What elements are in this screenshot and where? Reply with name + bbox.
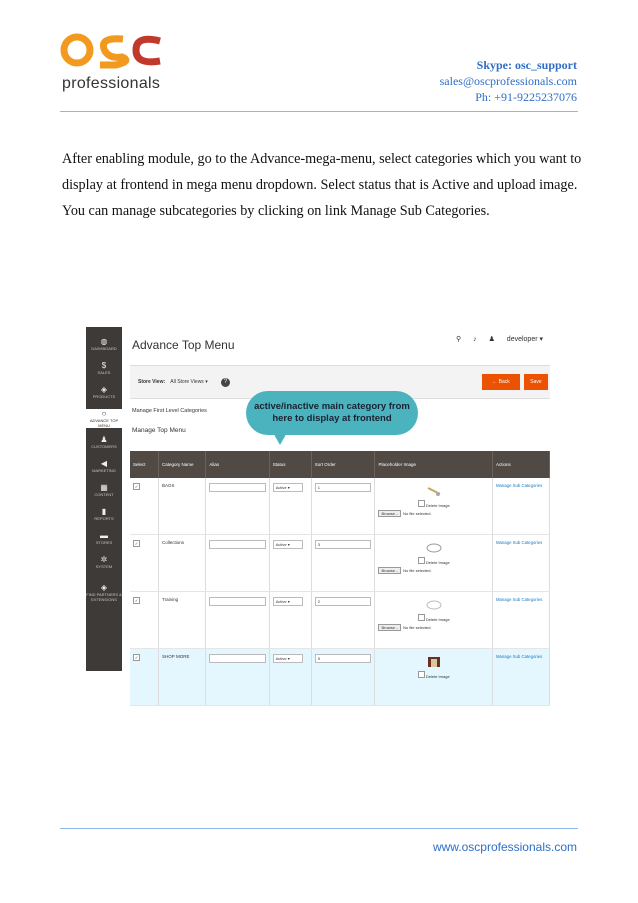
delete-image-label: Delete Image [425, 503, 450, 508]
sidebar-item-label: SYSTEM [95, 564, 113, 569]
manage-top-menu-title: Manage Top Menu [132, 427, 186, 434]
actions-cell [492, 478, 549, 535]
select-checkbox[interactable]: ✓ [134, 541, 139, 546]
sidebar-item[interactable] [86, 361, 122, 375]
sidebar-item[interactable] [86, 531, 122, 545]
browse-button[interactable]: Browse... [378, 510, 401, 517]
bar-chart-icon: ▮ [101, 507, 107, 516]
alias-input[interactable] [209, 540, 265, 549]
column-header[interactable]: Sort Order [311, 451, 375, 478]
sidebar-item[interactable] [86, 385, 122, 399]
manage-first-level-label: Manage First Level Categories [132, 408, 207, 414]
alias-cell [206, 535, 269, 592]
delete-image-label: Delete Image [425, 617, 450, 622]
sort-order-input[interactable]: 5 [315, 654, 372, 663]
search-icon[interactable]: ⚲ [456, 336, 462, 343]
status-select[interactable]: Active ▾ [273, 654, 303, 663]
callout-bubble: active/inactive main category from here to display at frontend [246, 391, 418, 435]
browse-button[interactable]: Browse... [378, 624, 401, 631]
categories-grid [130, 451, 550, 706]
file-status: No file selected. [403, 625, 432, 630]
logo-o-ring [64, 37, 90, 63]
box-icon: ◈ [100, 385, 108, 394]
help-icon[interactable]: ? [221, 378, 230, 387]
sidebar-item[interactable] [86, 409, 122, 428]
category-name-cell: Collections [159, 535, 206, 592]
status-select[interactable]: Active ▾ [273, 597, 303, 606]
sidebar-item[interactable] [86, 459, 122, 473]
placeholder-image-cell [375, 592, 492, 649]
manage-sub-categories-link[interactable]: Manage Sub Categories [495, 483, 543, 488]
store-view-label: Store View: [138, 379, 166, 385]
alias-cell [206, 478, 269, 535]
placeholder-image-cell [375, 535, 492, 592]
menu-icon: ○ [101, 409, 107, 418]
sort-order-cell [311, 649, 375, 706]
admin-page-title: Advance Top Menu [132, 338, 235, 352]
select-checkbox[interactable]: ✓ [134, 484, 139, 489]
column-header[interactable]: Placeholder Image [375, 451, 492, 478]
admin-screenshot [86, 327, 551, 679]
column-header[interactable]: Alias [206, 451, 269, 478]
status-cell [269, 649, 311, 706]
category-image-thumbnail [425, 599, 443, 611]
select-cell [130, 478, 159, 535]
delete-image-checkbox[interactable] [418, 557, 425, 564]
sidebar-item[interactable] [86, 337, 122, 351]
sidebar-item-label: FIND PARTNERS & EXTENSIONS [86, 592, 122, 602]
table-row [130, 535, 550, 592]
actions-cell [492, 535, 549, 592]
alias-cell [206, 592, 269, 649]
placeholder-image-cell [375, 649, 492, 706]
store-icon: ▬ [100, 531, 108, 540]
sidebar-item-label: SALES [97, 370, 111, 375]
logo-wordmark: professionals [62, 75, 161, 92]
grid-body [130, 478, 550, 706]
delete-image-option[interactable] [378, 557, 488, 565]
delete-image-label: Delete Image [425, 674, 450, 679]
manage-sub-categories-link[interactable]: Manage Sub Categories [495, 540, 543, 545]
puzzle-icon: ◈ [100, 583, 108, 592]
sort-order-cell [311, 592, 375, 649]
manage-sub-categories-link[interactable]: Manage Sub Categories [495, 597, 543, 602]
sidebar-item-label: PRODUCTS [92, 394, 116, 399]
callout-pointer [272, 431, 288, 445]
save-button[interactable]: Save [524, 374, 548, 390]
select-cell [130, 649, 159, 706]
sort-order-input[interactable]: 1 [315, 483, 372, 492]
phone-contact: Ph: +91-9225237076 [475, 90, 577, 104]
store-view-value[interactable]: All Store Views ▾ [170, 379, 208, 385]
placeholder-image-cell [375, 478, 492, 535]
alias-input[interactable] [209, 597, 265, 606]
table-row [130, 592, 550, 649]
bell-icon[interactable]: ♪ [473, 336, 477, 343]
skype-contact[interactable]: Skype: osc_support [476, 58, 577, 72]
dashboard-icon: ◍ [100, 337, 108, 346]
actions-cell [492, 649, 549, 706]
status-cell [269, 535, 311, 592]
delete-image-option[interactable] [378, 500, 488, 508]
column-header[interactable]: Category Name [159, 451, 206, 478]
megaphone-icon: ◀ [100, 459, 108, 468]
sidebar-item-label: CUSTOMERS [91, 444, 117, 449]
delete-image-option[interactable] [378, 671, 488, 679]
content-icon: ▦ [100, 483, 108, 492]
sidebar-item[interactable] [86, 483, 122, 497]
file-upload[interactable] [378, 625, 431, 630]
instructions-paragraph: After enabling module, go to the Advance-mega-menu, select categories which you want to display at frontend in mega menu dropdown. Select status that is Active and upload image. You can manage subcategories by clicking on link Manage Sub Categories. [62, 151, 582, 219]
status-cell [269, 478, 311, 535]
delete-image-label: Delete Image [425, 560, 450, 565]
category-name-cell: Training [159, 592, 206, 649]
sort-order-input[interactable]: 3 [315, 540, 372, 549]
admin-sidebar [86, 327, 122, 671]
select-checkbox[interactable]: ✓ [134, 598, 139, 603]
store-view-switcher[interactable] [138, 378, 230, 387]
sidebar-item[interactable] [86, 555, 122, 569]
category-image-thumbnail [425, 542, 443, 554]
manage-sub-categories-link[interactable]: Manage Sub Categories [495, 654, 543, 659]
file-status: No file selected. [403, 568, 432, 573]
category-name-cell: SHOP MORE [159, 649, 206, 706]
dollar-icon: $ [101, 361, 107, 370]
sidebar-item-label: STORES [95, 540, 113, 545]
header-divider [60, 111, 578, 112]
sidebar-item-label: DASHBOARD [91, 346, 117, 351]
status-cell [269, 592, 311, 649]
footer-url[interactable]: www.oscprofessionals.com [432, 840, 577, 854]
grid-header-row [130, 451, 550, 478]
admin-top-actions [446, 335, 543, 343]
actions-cell [492, 592, 549, 649]
select-checkbox[interactable]: ✓ [134, 655, 139, 660]
column-header[interactable]: Actions [492, 451, 549, 478]
email-contact[interactable]: sales@oscprofessionals.com [439, 74, 577, 88]
category-image-thumbnail [425, 485, 443, 497]
sort-order-input[interactable]: 2 [315, 597, 372, 606]
file-status: No file selected. [403, 511, 432, 516]
footer-divider [60, 828, 578, 829]
alias-input[interactable] [209, 654, 265, 663]
admin-main [122, 327, 551, 679]
browse-button[interactable]: Browse... [378, 567, 401, 574]
delete-image-option[interactable] [378, 614, 488, 622]
user-name: developer ▾ [506, 336, 543, 343]
sidebar-item-label: ADVANCE TOP MENU [89, 418, 119, 428]
delete-image-checkbox[interactable] [418, 671, 425, 678]
sort-order-cell [311, 478, 375, 535]
select-cell [130, 592, 159, 649]
status-select[interactable]: Active ▾ [273, 483, 303, 492]
sidebar-item[interactable] [86, 507, 122, 521]
category-image-thumbnail [425, 656, 443, 668]
alias-cell [206, 649, 269, 706]
person-icon: ♟ [100, 435, 108, 444]
column-header[interactable]: Status [269, 451, 311, 478]
delete-image-checkbox[interactable] [418, 500, 425, 507]
contact-block [440, 57, 577, 105]
sidebar-item[interactable] [86, 583, 122, 602]
gear-icon: ✲ [100, 555, 108, 564]
alias-input[interactable] [209, 483, 265, 492]
file-upload[interactable] [378, 511, 431, 516]
status-select[interactable]: Active ▾ [273, 540, 303, 549]
sidebar-item-label: CONTENT [94, 492, 114, 497]
table-row [130, 649, 550, 706]
sidebar-item-label: REPORTS [94, 516, 114, 521]
category-name-cell: BAGS [159, 478, 206, 535]
sidebar-item-label: MARKETING [92, 468, 116, 473]
delete-image-checkbox[interactable] [418, 614, 425, 621]
user-menu[interactable]: ♟ developer ▾ [488, 336, 543, 343]
select-cell [130, 535, 159, 592]
sort-order-cell [311, 535, 375, 592]
column-header[interactable]: Select [130, 451, 159, 478]
logo-s-shape [100, 39, 126, 65]
file-upload[interactable] [378, 568, 431, 573]
logo-c-shape [136, 39, 160, 62]
sidebar-item[interactable] [86, 435, 122, 449]
back-button[interactable]: ← Back [482, 374, 520, 390]
table-row [130, 478, 550, 535]
